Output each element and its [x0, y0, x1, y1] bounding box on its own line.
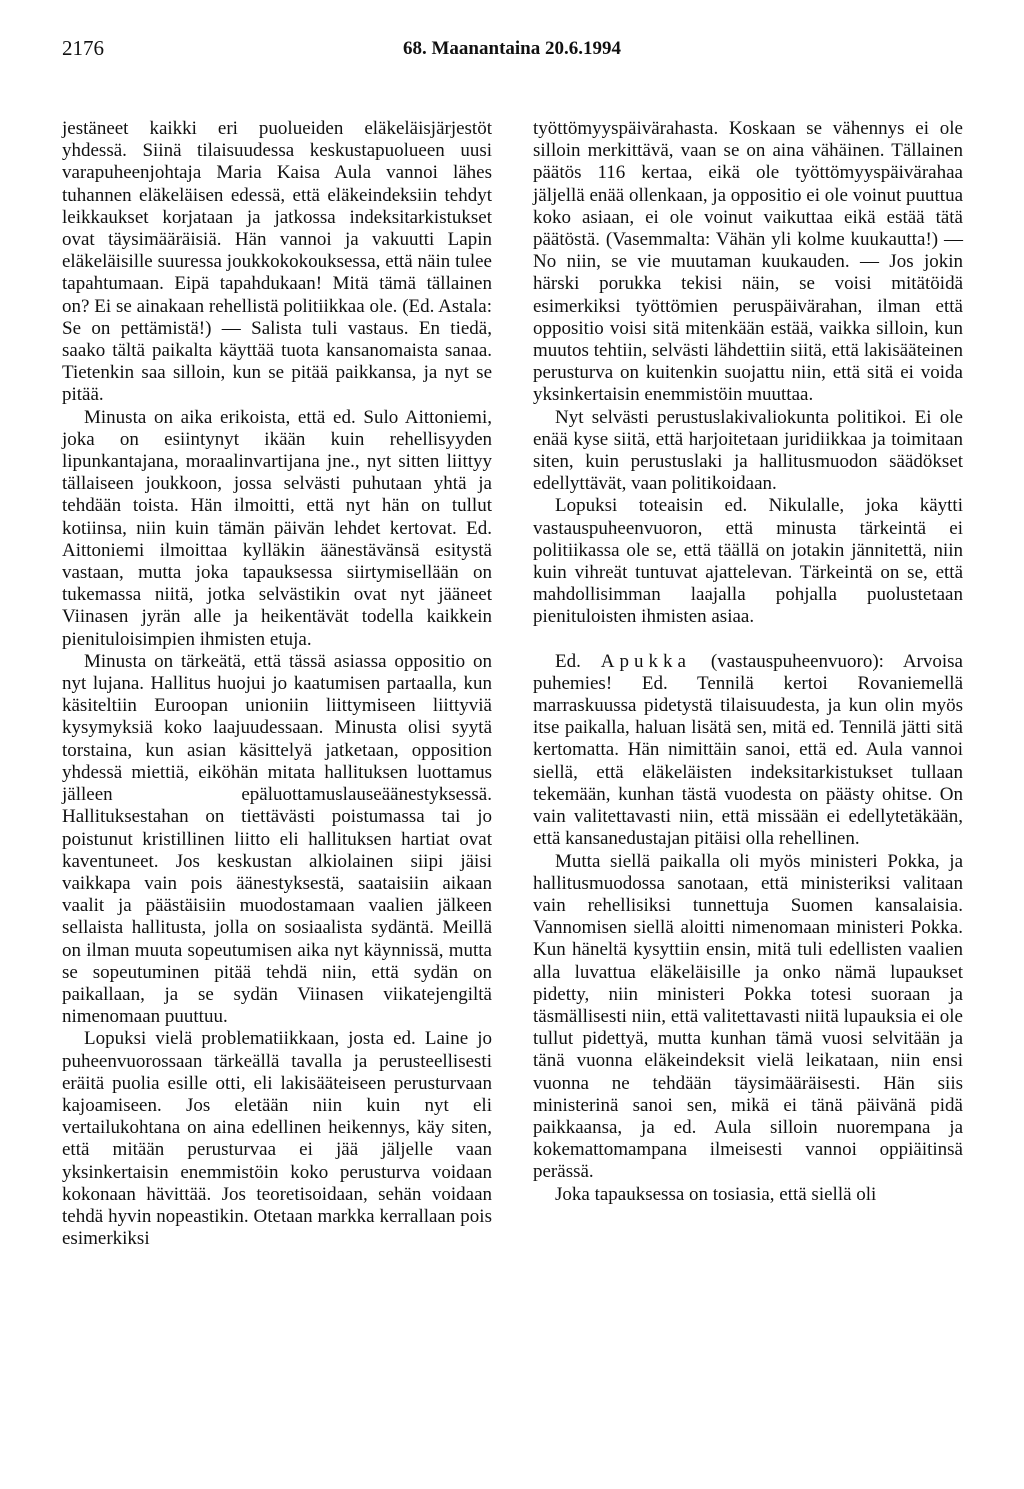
paragraph: Minusta on tärkeätä, että tässä asiassa oppositio on nyt lujana. Hallitus huojui jo kaatumisen partaalla, kun käsiteltiin Euroopan unioniin liittymiseen liittyviä kysymyksiä koko laajuudessaan. Minusta olisi syytä torstaina, kun asian käsittelyä jatketaan, opposition yhdessä miettiä, eiköhän mitata hallituksen luottamus jälleen epäluottamuslauseäänestyksessä. Hallituksestahan on tiettävästi poistumassa tai jo poistunut kristillinen liitto eli hallituksen hartiat ovat kaventuneet. Jos keskustan alkiolainen siipi jäisi vaikkapa vain pois äänestyksestä, saataisiin aikaan vaalit ja päästäisiin muodostamaan vaalien jälkeen sellaista hallitusta, jolla on sosiaalista sydäntä. Meillä on ilman muuta sopeutumisen aika nyt käynnissä, mutta se sopeutuminen pitää tehdä niin, että sydän on paikallaan, ja se sydän Viinasen viikatejengiltä nimenomaan puuttuu. [62, 650, 492, 1028]
paragraph: työttömyyspäivärahasta. Koskaan se vähennys ei ole silloin merkittävä, vaan se on aina vähäinen. Tällainen päätös 116 kertaa, eikä ole työttömyyspäivärahaa jäljellä enää ollenkaan, ja oppositio ei ole voinut puuttua koko asiaan, ei ole voinut vaikuttaa eikä estää tätä päätöstä. (Vasemmalta: Vähän yli kolme kuukautta!) — No niin, se vie muutaman kuukauden. — Jos jokin härski porukka tekisi näin, se voisi mitätöidä esimerkiksi työttömien peruspäivärahan, ilman että oppositio voisi sitä mitenkään estää, vaikka silloin, kun muutos tehtiin, selvästi lähdettiin siitä, että lakisääteinen perusturva on kuitenkin suojattu niin, että sitä ei voida yksinkertaisin enemmistöin muuttaa. [533, 118, 964, 406]
paragraph: Lopuksi toteaisin ed. Nikulalle, joka käytti vastauspuheenvuoron, että minusta tärkeintä ei politiikassa ole se, että täällä on jotakin jännitettä, niin kuin vihreät tuntuvat ajattelevan. Tärkeintä on se, että mahdollisimman laajalla pohjalla puolustetaan pienituloisten ihmisten asiaa. [533, 495, 963, 628]
paragraph: jestäneet kaikki eri puolueiden eläkeläisjärjestöt yhdessä. Siinä tilaisuudessa keskustapuolueen uusi varapuheenjohtaja Maria Kaisa Aula vannoi lähes tuhannen eläkeläisen edessä, että eläkeindeksiin tehdyt leikkaukset korjataan ja jatkossa indeksitarkistukset ovat täysimääräisiä. Hän vannoi ja vakuutti Lapin eläkeläisille suuressa joukkokokouksessa, että näin tulee tapahtumaan. Eipä tapahdukaan! Mitä tämä tällainen on? Ei se ainakaan rehellistä politiikkaa ole. (Ed. Astala: Se on pettämistä!) — Salista tuli vastaus. En tiedä, saako tältä paikalta käyttää tuota kansanomaista sanaa. Tietenkin saa silloin, kun se pitää paikkansa, ja nyt se pitää. [62, 118, 492, 406]
speech-intro: (vastauspuheenvuoro): Arvoisa puhemies! Ed. Tennilä kertoi Rovaniemellä marraskuussa pidetystä tilaisuudesta, ja kun olin myös itse paikalla, haluan lisätä sen, mitä ed. Tennilä jätti sitä kertomatta. Hän nimittäin sanoi, että ed. Aula vannoi siellä, että eläkeläisten indeksitarkistukset tullaan tekemään, kunhan tästä vuodesta on päästy ohitse. On vain valitettavasti niin, että missään ei edellytetäkään, että kansanedustajan pitäisi olla rehellinen. [533, 650, 963, 850]
paragraph: Lopuksi vielä problematiikkaan, josta ed. Laine jo puheenvuorossaan tärkeällä tavalla ja perusteellisesti eräitä puolia esille otti, eli lakisääteiseen perusturvaan kajoamiseen. Jos eletään niin kuin nyt eli vertailukohtana on aina edellinen heikennys, käy siten, että mitään perusturvaa ei jää jäljelle vaan yksinkertaisin enemmistöin koko perusturva voidaan kokonaan hävittää. Jos teoretisoidaan, sehän voidaan tehdä hyvin nopeastikin. Otetaan markka kerrallaan pois esimerkiksi [62, 1028, 492, 1250]
paragraph: Joka tapauksessa on tosiasia, että siellä oli [555, 1183, 877, 1205]
left-column [62, 118, 492, 1250]
speech-prefix: Ed. [555, 650, 601, 672]
session-title: 68. Maanantaina 20.6.1994 [403, 38, 621, 59]
speaker-name: Apukka [600, 650, 691, 672]
paragraph: Mutta siellä paikalla oli myös ministeri Pokka, ja hallitusmuodossa sanotaan, että ministeriksi valitaan vain rehellisiksi tunnettuja Suomen kansalaisia. Vannomisen siellä aloitti nimenomaan ministeri Pokka. Kun häneltä kysyttiin ensin, mitä tuli edellisten vaalien alla luvattua eläkeläisille ja onko nämä lupaukset pidetty, niin ministeri Pokka totesi suoraan ja täsmällisesti niin, että valitettavasti niitä lupauksia ei ole tullut pidettyä, mutta kunhan tämä vuosi selvitään ja tänä vuonna eläkeindeksit vielä leikataan, niin ensi vuonna ne tehdään täysimääräisesti. Hän siis ministerinä sanoi sen, mikä ei tänä päivänä pidä paikkaansa, ja ed. Aula silloin nuorempana ja kokemattomampana ilmeisesti vannoi oppiäitinsä perässä. [533, 850, 963, 1183]
speech-paragraph [533, 651, 963, 851]
paragraph: Nyt selvästi perustuslakivaliokunta politikoi. Ei ole enää kyse siitä, että harjoitetaan juridiikkaa ja toimitaan siten, kuin perustuslaki ja hallitusmuodon säädökset edellyttävät, vaan politikoidaan. [533, 406, 963, 495]
right-column [533, 118, 963, 1206]
page-number: 2176 [62, 36, 104, 60]
paragraph: Minusta on aika erikoista, että ed. Sulo Aittoniemi, joka on esiintynyt ikään kuin rehellisyyden lipunkantajana, moraalinvartijana jne., nyt sitten liittyy tällaiseen joukkoon, jossa selvästi puhutaan yhtä ja tehdään toista. Hän ilmoitti, että nyt hän on tullut kotiinsa, niin kuin tämän päivän lehdet kertovat. Ed. Aittoniemi ilmoittaa kylläkin äänestävänsä esitystä vastaan, mutta joka tapauksessa siirtymisellään on tukemassa niitä, jotka selvästikin ovat nyt jääneet Viinasen jyrän alle ja heikentävät todella kaikkein pienituloisimpien ihmisten etuja. [62, 406, 492, 650]
